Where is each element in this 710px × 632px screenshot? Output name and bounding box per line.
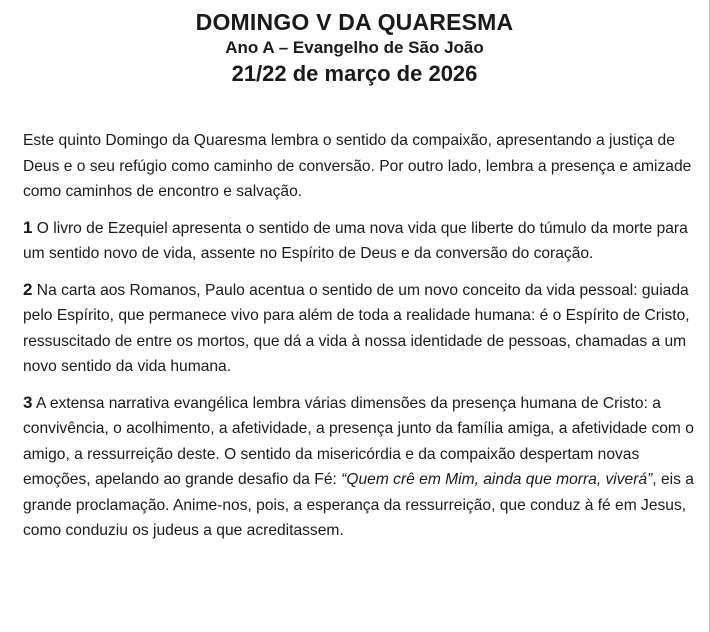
- document-header: [0, 0, 709, 89]
- page-title: DOMINGO V DA QUARESMA: [195, 9, 514, 35]
- point-1-text: O livro de Ezequiel apresenta o sentido de uma nova vida que liberte do túmulo da morte para um sentido novo de vida, assente no Espírito de Deus e da conversão do coração.: [23, 219, 688, 262]
- point-3-paragraph: [23, 390, 695, 544]
- page-date: 21/22 de março de 2026: [231, 61, 478, 86]
- gospel-quote: “Quem crê em Mim, ainda que morra, viverá”: [341, 471, 653, 488]
- document-body: [23, 128, 695, 554]
- point-1-paragraph: [23, 215, 695, 267]
- point-2-paragraph: [23, 277, 695, 380]
- point-1-number: 1: [23, 217, 33, 237]
- point-3-number: 3: [23, 392, 33, 412]
- point-2-text: Na carta aos Romanos, Paulo acentua o sentido de um novo conceito da vida pessoal: guiada pelo Espírito, que permanece vivo para além de toda a realidade humana: é o Espírito de Cristo, ressuscitado de entre os mortos, que dá a vida à nossa identidade de pessoas, chamadas a um novo sentido da vida humana.: [23, 281, 690, 375]
- intro-paragraph: Este quinto Domingo da Quaresma lembra o sentido da compaixão, apresentando a justiça de Deus e o seu refúgio como caminho de conversão. Por outro lado, lembra a presença e amizade como caminhos de encontro e salvação.: [23, 132, 692, 200]
- point-2-number: 2: [23, 279, 33, 299]
- point-3-text-after: , eis a grande proclamação. Anime-nos, pois, a esperança da ressurreição, que conduz à fé em Jesus, como conduziu os judeus a que acreditassem.: [23, 471, 694, 539]
- page-subtitle: Ano A – Evangelho de São João: [225, 38, 484, 57]
- point-3-text-before: A extensa narrativa evangélica lembra várias dimensões da presença humana de Cristo: a convivência, o acolhimento, a afetividade, a presença junto da família amiga, a afetividade com o amigo, a ressurreição deste. O sentido da misericórdia e da compaixão despertam novas emoções, apelando ao grande desafio da Fé:: [23, 394, 694, 488]
